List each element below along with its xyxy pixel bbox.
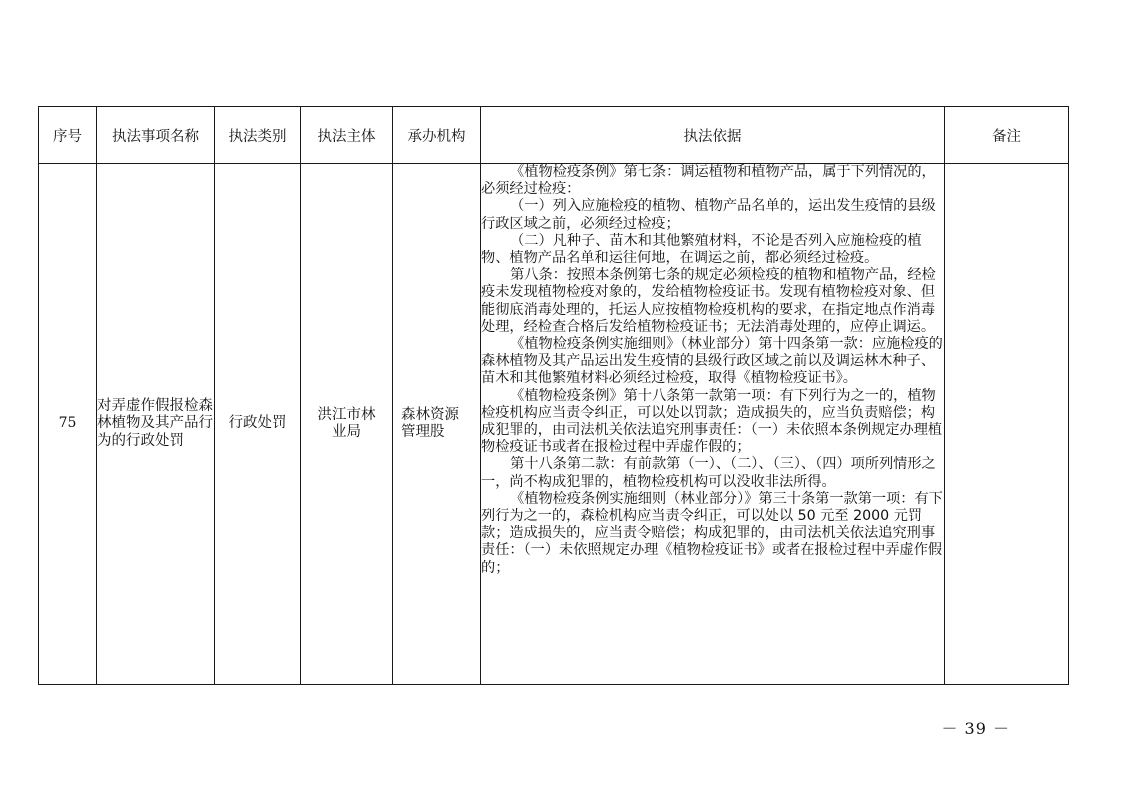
header-item-name: 执法事项名称: [97, 107, 215, 164]
row-remark: [945, 164, 1069, 685]
basis-paragraph: 第八条：按照本条例第七条的规定必须检疫的植物和植物产品，经检疫未发现植物检疫对象的，发给植物检疫证书。发现有植物检疫对象、但能彻底消毒处理的，托运人应按植物检疫机构的要求，在指定地点作消毒处理，经检查合格后发给植物检疫证书；无法消毒处理的，应停止调运。: [481, 267, 936, 335]
row-item-name: 对弄虚作假报检森林植物及其产品行为的行政处罚: [97, 164, 215, 685]
enforcement-table: [38, 106, 1069, 685]
header-basis: 执法依据: [481, 107, 945, 164]
basis-paragraph: （一）列入应施检疫的植物、植物产品名单的，运出发生疫情的县级行政区域之前，必须经过检疫；: [481, 198, 936, 232]
basis-paragraph: （二）凡种子、苗木和其他繁殖材料，不论是否列入应施检疫的植物、植物产品名单和运往何地，在调运之前，都必须经过检疫。: [481, 232, 922, 267]
basis-paragraph: 《植物检疫条例》第十八条第一款第一项：有下列行为之一的，植物检疫机构应当责令纠正，可以处以罚款；造成损失的，应当负责赔偿；构成犯罪的，由司法机关依法追究刑事责任：（一）未依照本条例规定办理植物检疫证书或者在报检过程中弄虚作假的；: [481, 387, 943, 456]
row-number: 75: [39, 164, 97, 685]
row-subject: 洪江市林业局: [301, 164, 393, 685]
row-category: 行政处罚: [215, 164, 301, 685]
basis-paragraph: 《植物检疫条例实施细则（林业部分）》第三十条第一款第一项：有下列行为之一的，森检机构应当责令纠正，可以处以 50 元至 2000 元罚款；造成损失的，应当责令赔偿；构成犯罪的，由司法机关依法追究刑事责任：（一）未依照规定办理《植物检疫证书》或者在报检过程中弄虚作假的；: [481, 490, 943, 576]
header-category: 执法类别: [215, 107, 301, 164]
header-row: [39, 107, 1069, 164]
row-basis: [481, 164, 945, 685]
header-remark: 备注: [945, 107, 1069, 164]
row-agency: 森林资源管理股: [393, 164, 481, 685]
page-number: － 39 －: [941, 719, 1010, 738]
basis-paragraph: 《植物检疫条例》第七条：调运植物和植物产品，属于下列情况的，必须经过检疫：: [481, 164, 936, 198]
table-row: [39, 164, 1069, 685]
header-serial: 序号: [39, 107, 97, 164]
basis-paragraph: 第十八条第二款：有前款第（一）、（二）、（三）、（四）项所列情形之一，尚不构成犯罪的，植物检疫机构可以没收非法所得。: [481, 456, 936, 490]
header-agency: 承办机构: [393, 107, 481, 164]
header-subject: 执法主体: [301, 107, 393, 164]
basis-paragraph: 《植物检疫条例实施细则》（林业部分）第十四条第一款：应施检疫的森林植物及其产品运出发生疫情的县级行政区域之前以及调运林木种子、苗木和其他繁殖材料必须经过检疫，取得《植物检疫证书》。: [481, 336, 943, 387]
